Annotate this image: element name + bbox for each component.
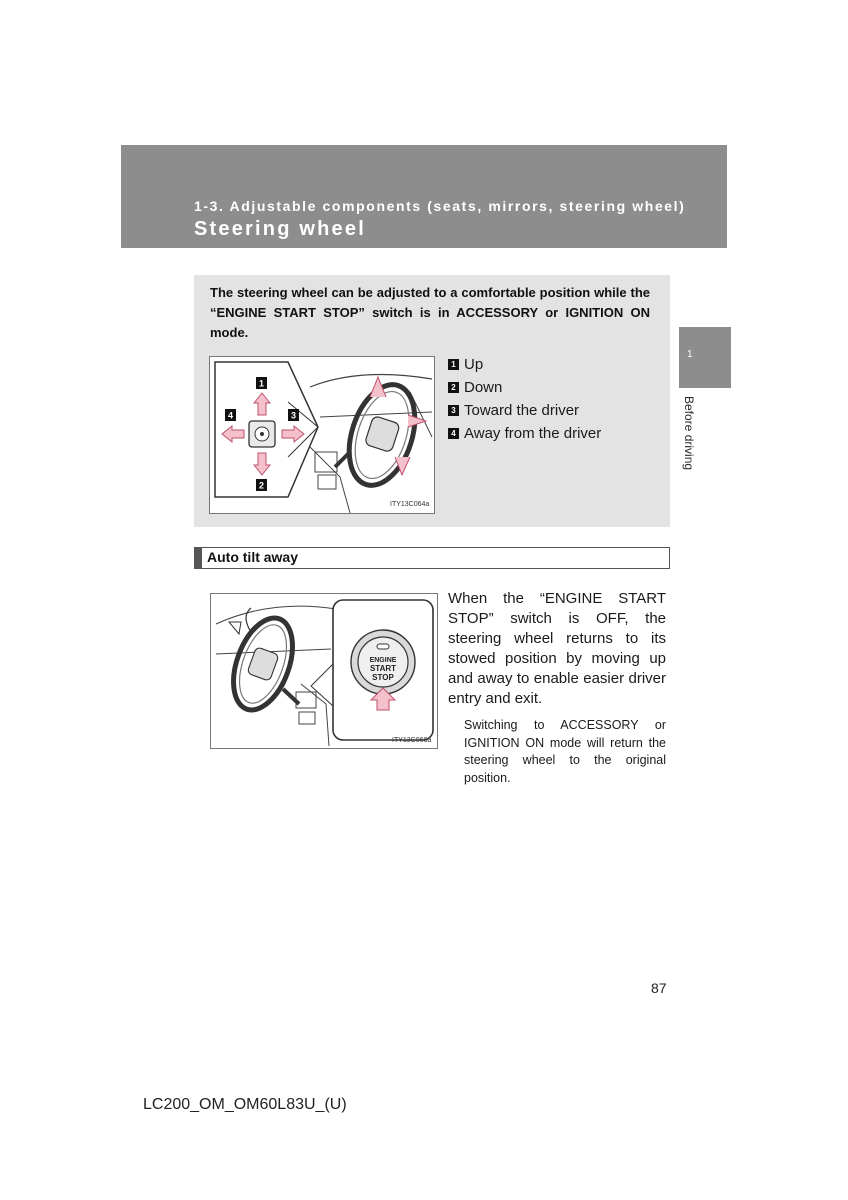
tilt-telescopic-illustration [210,357,434,513]
arrow-label-away: 4 [227,410,234,421]
tilt-telescopic-figure [209,356,435,514]
auto-tilt-body: When the “ENGINE START STOP” switch is OFF, the steering wheel returns to its stowed position by moving up and away to enable easier driver entry and exit. [448,590,666,707]
arrow-label-toward: 3 [290,410,297,421]
auto-tilt-note: Switching to ACCESSORY or IGNITION ON mode will return the steering wheel to the original position. [464,718,666,785]
chapter-tab-number: 1 [687,349,693,360]
page-number: 87 [651,980,667,996]
auto-tilt-heading: Auto tilt away [207,549,299,565]
legend-label: Toward the driver [464,402,580,419]
intro-text: The steering wheel can be adjusted to a comfortable position while the “ENGINE START STOP” switch is in ACCESSORY or IGNITION ON mode. [210,285,650,340]
auto-tilt-heading-box [194,547,670,569]
legend-number: 4 [448,428,459,439]
legend-label: Down [464,379,503,396]
legend-number: 3 [448,405,459,416]
engine-start-illustration [211,594,437,748]
page-title: Steering wheel [194,218,366,240]
button-text-line-2: START [369,664,397,673]
legend-label: Up [464,356,484,373]
header-band [121,145,727,248]
figure-code: ITY13C066a [392,737,432,744]
arrow-label-up: 1 [258,378,265,389]
legend-label: Away from the driver [464,425,602,442]
heading-accent-bar [195,548,202,568]
arrow-label-down: 2 [258,480,265,491]
intro-box [194,275,670,527]
legend-number: 1 [448,359,459,370]
button-text-line-1: ENGINE [369,657,397,664]
chapter-tab-label: Before driving [682,396,696,471]
legend-item [448,376,601,399]
legend-item [448,353,601,376]
legend-item [448,399,601,422]
chapter-tab[interactable] [679,327,731,388]
figure-code: ITY13C064a [390,501,430,508]
legend-number: 2 [448,382,459,393]
section-label: 1-3. Adjustable components (seats, mirrors, steering wheel) [194,198,686,214]
legend-item [448,422,601,445]
engine-start-figure [210,593,438,749]
button-text-line-3: STOP [372,673,394,682]
adjustment-legend [448,353,601,445]
document-code: LC200_OM_OM60L83U_(U) [143,1096,347,1113]
